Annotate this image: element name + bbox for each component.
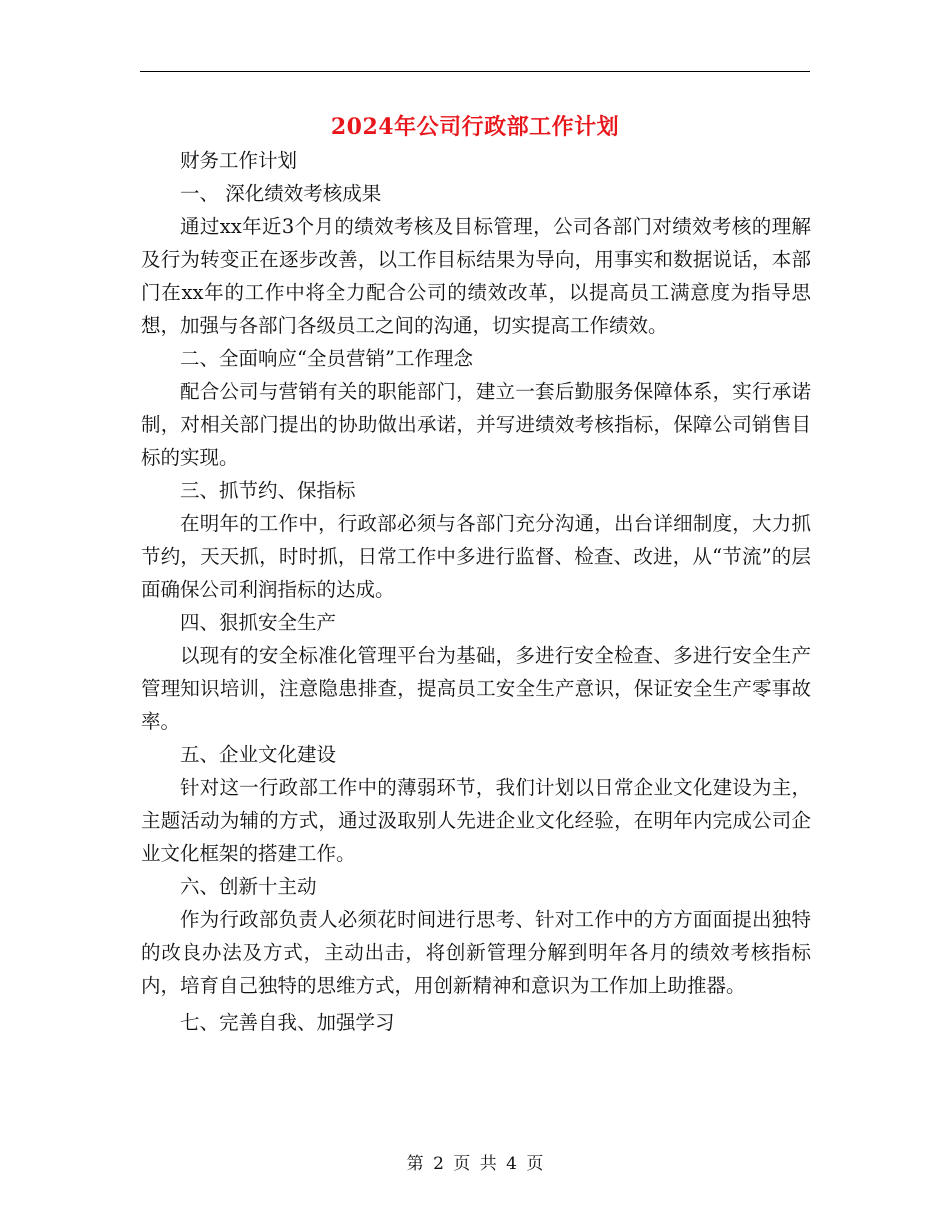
section-heading: 二、全面响应“全员营销”工作理念 xyxy=(180,347,473,370)
body-paragraph: 配合公司与营销有关的职能部门，建立一套后勤服务保障体系，实行承诺制，对相关部门提出的协助做出承诺，并写进绩效考核指标，保障公司销售目标的实现。 xyxy=(141,380,811,469)
document-title: 2024年公司行政部工作计划 xyxy=(330,114,620,140)
section-heading: 财务工作计划 xyxy=(180,149,298,172)
page-number: 第 2 页 共 4 页 xyxy=(406,1154,544,1174)
section-heading: 三、抓节约、保指标 xyxy=(180,479,356,502)
section-heading: 五、企业文化建设 xyxy=(180,743,337,766)
body-paragraph: 以现有的安全标准化管理平台为基础，多进行安全检查、多进行安全生产管理知识培训，注意隐患排查，提高员工安全生产意识，保证安全生产零事故率。 xyxy=(141,644,811,733)
body-paragraph: 作为行政部负责人必须花时间进行思考、针对工作中的方方面面提出独特的改良办法及方式，主动出击，将创新管理分解到明年各月的绩效考核指标内，培育自己独特的思维方式，用创新精神和意识为工作加上助推器。 xyxy=(141,908,811,997)
section-heading: 六、创新十主动 xyxy=(180,875,317,898)
body-paragraph: 通过xx年近3个月的绩效考核及目标管理，公司各部门对绩效考核的理解及行为转变正在逐步改善，以工作目标结果为导向，用事实和数据说话，本部门在xx年的工作中将全力配合公司的绩效改革，以提高员工满意度为指导思想，加强与各部门各级员工之间的沟通，切实提高工作绩效。 xyxy=(141,215,811,337)
header-rule xyxy=(140,71,810,72)
section-heading: 一、 深化绩效考核成果 xyxy=(180,182,382,205)
document-body xyxy=(141,144,811,1039)
section-heading: 四、狠抓安全生产 xyxy=(180,611,337,634)
body-paragraph: 在明年的工作中，行政部必须与各部门充分沟通，出台详细制度，大力抓节约，天天抓，时时抓，日常工作中多进行监督、检查、改进，从“节流”的层面确保公司利润指标的达成。 xyxy=(141,512,811,601)
body-paragraph: 针对这一行政部工作中的薄弱环节，我们计划以日常企业文化建设为主，主题活动为辅的方式，通过汲取别人先进企业文化经验，在明年内完成公司企业文化框架的搭建工作。 xyxy=(141,776,811,865)
section-heading: 七、完善自我、加强学习 xyxy=(180,1011,395,1034)
